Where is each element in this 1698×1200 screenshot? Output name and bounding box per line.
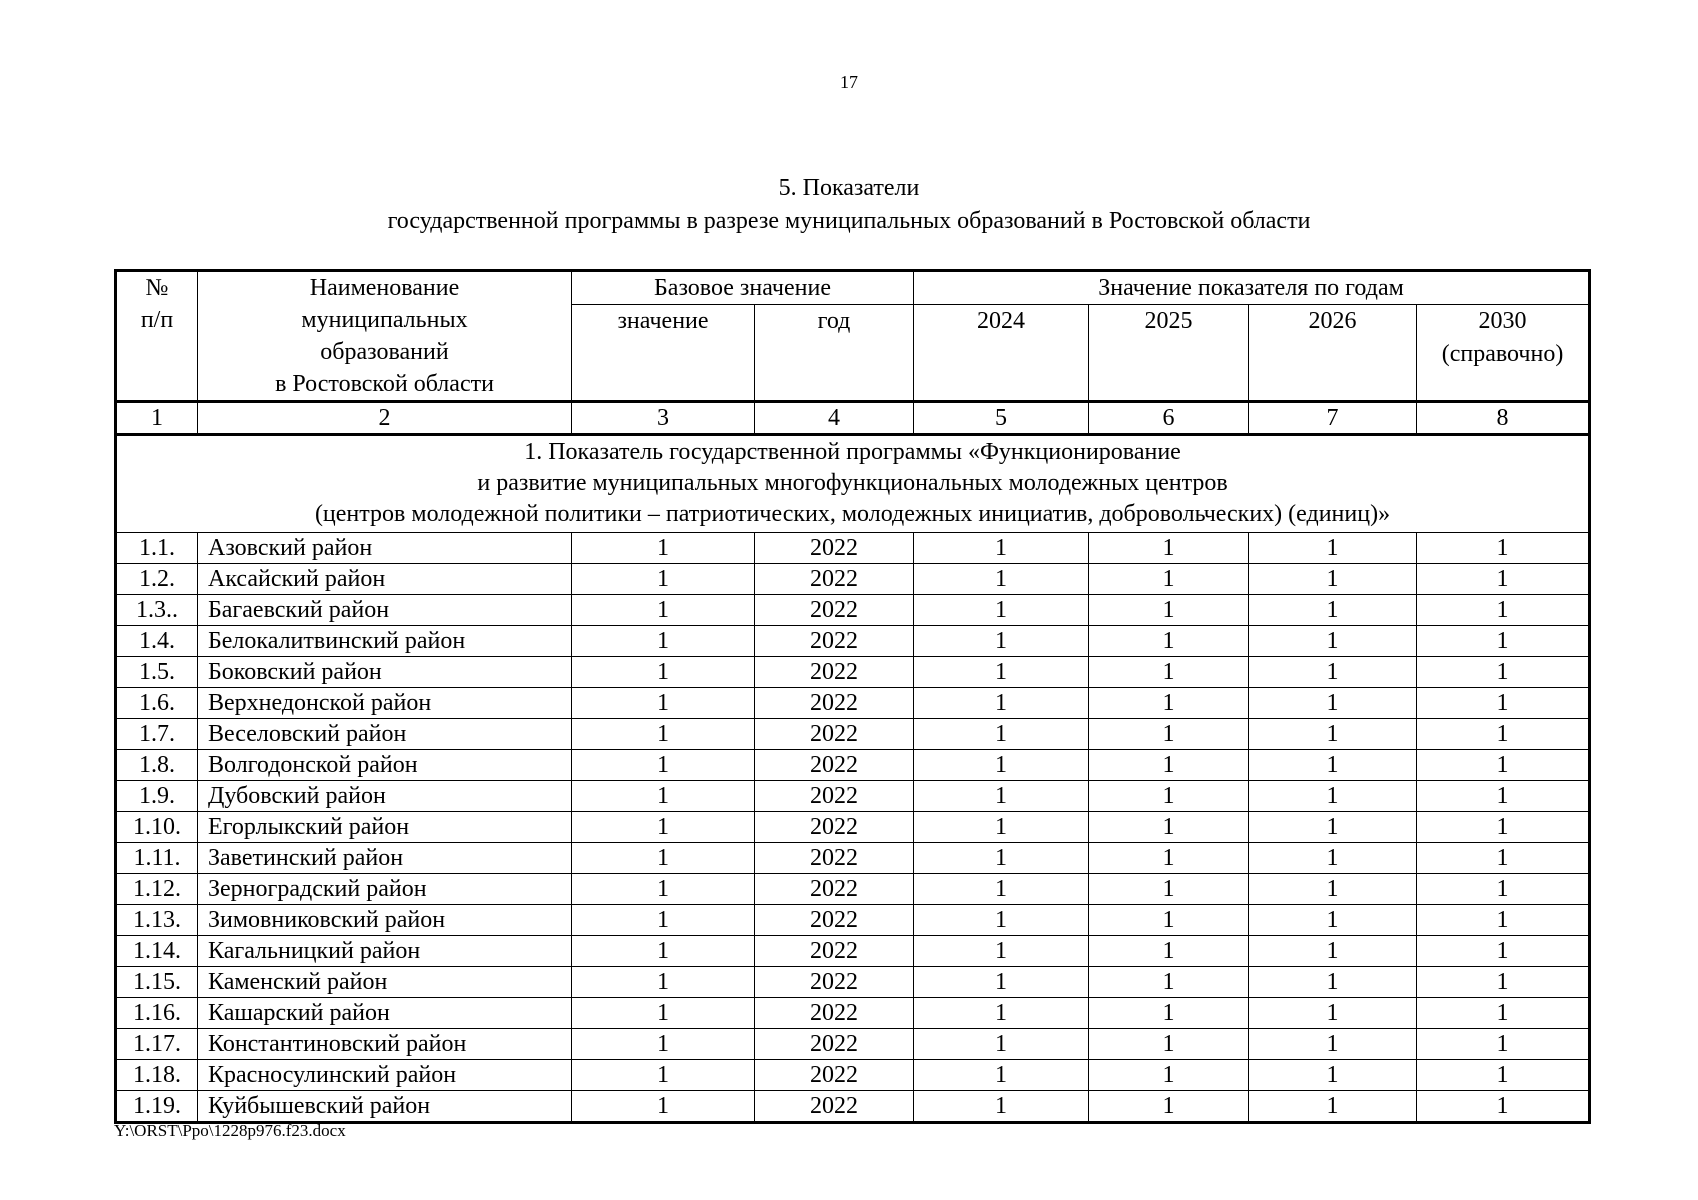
row-number: 1.12. (116, 874, 198, 905)
base-year: 2022 (755, 843, 914, 874)
base-value: 1 (572, 533, 755, 564)
header-year-2026: 2026 (1249, 305, 1417, 402)
row-number: 1.13. (116, 905, 198, 936)
value-2024: 1 (914, 874, 1089, 905)
value-2024: 1 (914, 843, 1089, 874)
base-value: 1 (572, 750, 755, 781)
value-2025: 1 (1089, 781, 1249, 812)
value-2026: 1 (1249, 626, 1417, 657)
value-2025: 1 (1089, 905, 1249, 936)
column-number: 8 (1417, 402, 1590, 435)
table-row (116, 688, 1590, 719)
row-number: 1.9. (116, 781, 198, 812)
municipality-name: Кагальницкий район (198, 936, 572, 967)
table-row (116, 1091, 1590, 1123)
value-2030: 1 (1417, 564, 1590, 595)
base-year: 2022 (755, 750, 914, 781)
footer-file-path: Y:\ORST\Ppo\1228p976.f23.docx (114, 1121, 346, 1140)
base-value: 1 (572, 564, 755, 595)
base-value: 1 (572, 843, 755, 874)
header-number-sign: № (145, 275, 169, 301)
value-2026: 1 (1249, 905, 1417, 936)
value-2030: 1 (1417, 750, 1590, 781)
base-year: 2022 (755, 1029, 914, 1060)
table-body (116, 271, 1590, 1123)
header-name-cell (198, 271, 572, 402)
header-base-year: год (755, 305, 914, 402)
municipality-name: Азовский район (198, 533, 572, 564)
municipality-name: Егорлыкский район (198, 812, 572, 843)
row-number: 1.11. (116, 843, 198, 874)
header-name-line: муниципальных (301, 307, 468, 333)
column-number: 4 (755, 402, 914, 435)
municipality-name: Куйбышевский район (198, 1091, 572, 1123)
row-number: 1.15. (116, 967, 198, 998)
table-row (116, 719, 1590, 750)
value-2025: 1 (1089, 936, 1249, 967)
municipality-name: Веселовский район (198, 719, 572, 750)
table-row (116, 781, 1590, 812)
value-2026: 1 (1249, 595, 1417, 626)
column-number: 2 (198, 402, 572, 435)
row-number: 1.8. (116, 750, 198, 781)
value-2026: 1 (1249, 781, 1417, 812)
value-2024: 1 (914, 595, 1089, 626)
base-value: 1 (572, 626, 755, 657)
column-number: 3 (572, 402, 755, 435)
table-row (116, 657, 1590, 688)
base-year: 2022 (755, 719, 914, 750)
value-2024: 1 (914, 1029, 1089, 1060)
municipality-name: Кашарский район (198, 998, 572, 1029)
value-2026: 1 (1249, 936, 1417, 967)
municipality-name: Зерноградский район (198, 874, 572, 905)
base-year: 2022 (755, 688, 914, 719)
value-2024: 1 (914, 967, 1089, 998)
table-row (116, 1029, 1590, 1060)
value-2030: 1 (1417, 657, 1590, 688)
base-value: 1 (572, 657, 755, 688)
value-2025: 1 (1089, 874, 1249, 905)
value-2025: 1 (1089, 657, 1249, 688)
table-row (116, 812, 1590, 843)
value-2030: 1 (1417, 812, 1590, 843)
column-numbers-row (116, 402, 1590, 435)
value-2024: 1 (914, 936, 1089, 967)
base-year: 2022 (755, 905, 914, 936)
base-value: 1 (572, 1029, 755, 1060)
header-base-value: значение (572, 305, 755, 402)
row-number: 1.16. (116, 998, 198, 1029)
municipality-name: Верхнедонской район (198, 688, 572, 719)
header-year-2030-note: (справочно) (1441, 341, 1564, 367)
value-2026: 1 (1249, 564, 1417, 595)
base-value: 1 (572, 595, 755, 626)
table-row (116, 626, 1590, 657)
municipality-name: Волгодонской район (198, 750, 572, 781)
base-value: 1 (572, 688, 755, 719)
value-2026: 1 (1249, 874, 1417, 905)
value-2030: 1 (1417, 1060, 1590, 1091)
value-2025: 1 (1089, 719, 1249, 750)
value-2024: 1 (914, 1091, 1089, 1123)
section-heading-line: и развитие муниципальных многофункциональных молодежных центров (477, 470, 1228, 496)
column-number: 7 (1249, 402, 1417, 435)
value-2025: 1 (1089, 1029, 1249, 1060)
table-row (116, 1060, 1590, 1091)
value-2024: 1 (914, 719, 1089, 750)
table-row (116, 967, 1590, 998)
value-2024: 1 (914, 657, 1089, 688)
table-row (116, 874, 1590, 905)
row-number: 1.6. (116, 688, 198, 719)
section-heading (116, 435, 1590, 533)
header-number-cell (116, 271, 198, 402)
value-2025: 1 (1089, 750, 1249, 781)
value-2024: 1 (914, 688, 1089, 719)
title-line-2: государственной программы в разрезе муниципальных образований в Ростовской области (387, 208, 1311, 234)
value-2030: 1 (1417, 905, 1590, 936)
value-2026: 1 (1249, 812, 1417, 843)
header-year-2025: 2025 (1089, 305, 1249, 402)
value-2024: 1 (914, 1060, 1089, 1091)
value-2030: 1 (1417, 688, 1590, 719)
base-value: 1 (572, 1091, 755, 1123)
row-number: 1.2. (116, 564, 198, 595)
municipality-name: Багаевский район (198, 595, 572, 626)
base-year: 2022 (755, 595, 914, 626)
value-2024: 1 (914, 533, 1089, 564)
column-number: 1 (116, 402, 198, 435)
base-year: 2022 (755, 1091, 914, 1123)
row-number: 1.7. (116, 719, 198, 750)
value-2025: 1 (1089, 812, 1249, 843)
header-year-2030 (1417, 305, 1590, 402)
value-2026: 1 (1249, 1029, 1417, 1060)
value-2024: 1 (914, 998, 1089, 1029)
value-2025: 1 (1089, 595, 1249, 626)
value-2026: 1 (1249, 967, 1417, 998)
header-name-line: в Ростовской области (275, 371, 494, 397)
base-year: 2022 (755, 626, 914, 657)
base-year: 2022 (755, 781, 914, 812)
row-number: 1.18. (116, 1060, 198, 1091)
municipality-name: Аксайский район (198, 564, 572, 595)
base-value: 1 (572, 967, 755, 998)
base-year: 2022 (755, 657, 914, 688)
table-row (116, 998, 1590, 1029)
value-2026: 1 (1249, 719, 1417, 750)
value-2030: 1 (1417, 843, 1590, 874)
header-name-line: Наименование (309, 275, 460, 301)
page-number: 17 (840, 72, 858, 92)
table-row (116, 843, 1590, 874)
value-2026: 1 (1249, 688, 1417, 719)
base-year: 2022 (755, 812, 914, 843)
value-2030: 1 (1417, 874, 1590, 905)
base-year: 2022 (755, 998, 914, 1029)
value-2030: 1 (1417, 781, 1590, 812)
base-value: 1 (572, 998, 755, 1029)
value-2026: 1 (1249, 750, 1417, 781)
table-row (116, 533, 1590, 564)
row-number: 1.5. (116, 657, 198, 688)
value-2025: 1 (1089, 564, 1249, 595)
value-2025: 1 (1089, 626, 1249, 657)
indicators-table (114, 269, 1591, 1124)
base-year: 2022 (755, 564, 914, 595)
section-heading-line: (центров молодежной политики – патриотических, молодежных инициатив, добровольческих) (единиц)» (314, 501, 1391, 527)
value-2024: 1 (914, 905, 1089, 936)
value-2025: 1 (1089, 998, 1249, 1029)
table-row (116, 905, 1590, 936)
section-row (116, 435, 1590, 533)
table-row (116, 595, 1590, 626)
column-number: 6 (1089, 402, 1249, 435)
table-row (116, 750, 1590, 781)
title-line-1: 5. Показатели (778, 175, 920, 201)
header-row-1 (116, 271, 1590, 305)
header-year-2024: 2024 (914, 305, 1089, 402)
municipality-name: Каменский район (198, 967, 572, 998)
base-value: 1 (572, 936, 755, 967)
value-2030: 1 (1417, 533, 1590, 564)
header-year-2030-label: 2030 (1478, 308, 1527, 334)
base-year: 2022 (755, 936, 914, 967)
value-2024: 1 (914, 626, 1089, 657)
value-2025: 1 (1089, 967, 1249, 998)
value-2025: 1 (1089, 1091, 1249, 1123)
value-2026: 1 (1249, 843, 1417, 874)
value-2026: 1 (1249, 1091, 1417, 1123)
value-2026: 1 (1249, 1060, 1417, 1091)
municipality-name: Константиновский район (198, 1029, 572, 1060)
base-value: 1 (572, 905, 755, 936)
base-value: 1 (572, 1060, 755, 1091)
value-2024: 1 (914, 564, 1089, 595)
value-2030: 1 (1417, 626, 1590, 657)
value-2026: 1 (1249, 533, 1417, 564)
base-year: 2022 (755, 967, 914, 998)
row-number: 1.3.. (116, 595, 198, 626)
base-value: 1 (572, 874, 755, 905)
base-year: 2022 (755, 533, 914, 564)
value-2030: 1 (1417, 998, 1590, 1029)
base-year: 2022 (755, 1060, 914, 1091)
header-name-line: образований (320, 339, 449, 365)
value-2025: 1 (1089, 843, 1249, 874)
base-value: 1 (572, 719, 755, 750)
header-years-group: Значение показателя по годам (914, 271, 1590, 305)
row-number: 1.10. (116, 812, 198, 843)
table-row (116, 564, 1590, 595)
base-value: 1 (572, 781, 755, 812)
municipality-name: Красносулинский район (198, 1060, 572, 1091)
row-number: 1.17. (116, 1029, 198, 1060)
value-2026: 1 (1249, 657, 1417, 688)
row-number: 1.19. (116, 1091, 198, 1123)
value-2024: 1 (914, 781, 1089, 812)
row-number: 1.14. (116, 936, 198, 967)
section-heading-line: 1. Показатель государственной программы «Функционирование (524, 439, 1181, 465)
document-title (0, 172, 1698, 238)
value-2025: 1 (1089, 688, 1249, 719)
base-value: 1 (572, 812, 755, 843)
row-number: 1.1. (116, 533, 198, 564)
value-2025: 1 (1089, 533, 1249, 564)
value-2024: 1 (914, 812, 1089, 843)
header-base-group: Базовое значение (572, 271, 914, 305)
value-2030: 1 (1417, 936, 1590, 967)
value-2025: 1 (1089, 1060, 1249, 1091)
table-row (116, 936, 1590, 967)
value-2030: 1 (1417, 1029, 1590, 1060)
value-2030: 1 (1417, 967, 1590, 998)
column-number: 5 (914, 402, 1089, 435)
municipality-name: Дубовский район (198, 781, 572, 812)
header-number-abbr: п/п (140, 307, 174, 333)
value-2030: 1 (1417, 719, 1590, 750)
municipality-name: Заветинский район (198, 843, 572, 874)
municipality-name: Зимовниковский район (198, 905, 572, 936)
base-year: 2022 (755, 874, 914, 905)
value-2030: 1 (1417, 1091, 1590, 1123)
row-number: 1.4. (116, 626, 198, 657)
value-2030: 1 (1417, 595, 1590, 626)
municipality-name: Белокалитвинский район (198, 626, 572, 657)
municipality-name: Боковский район (198, 657, 572, 688)
value-2024: 1 (914, 750, 1089, 781)
value-2026: 1 (1249, 998, 1417, 1029)
